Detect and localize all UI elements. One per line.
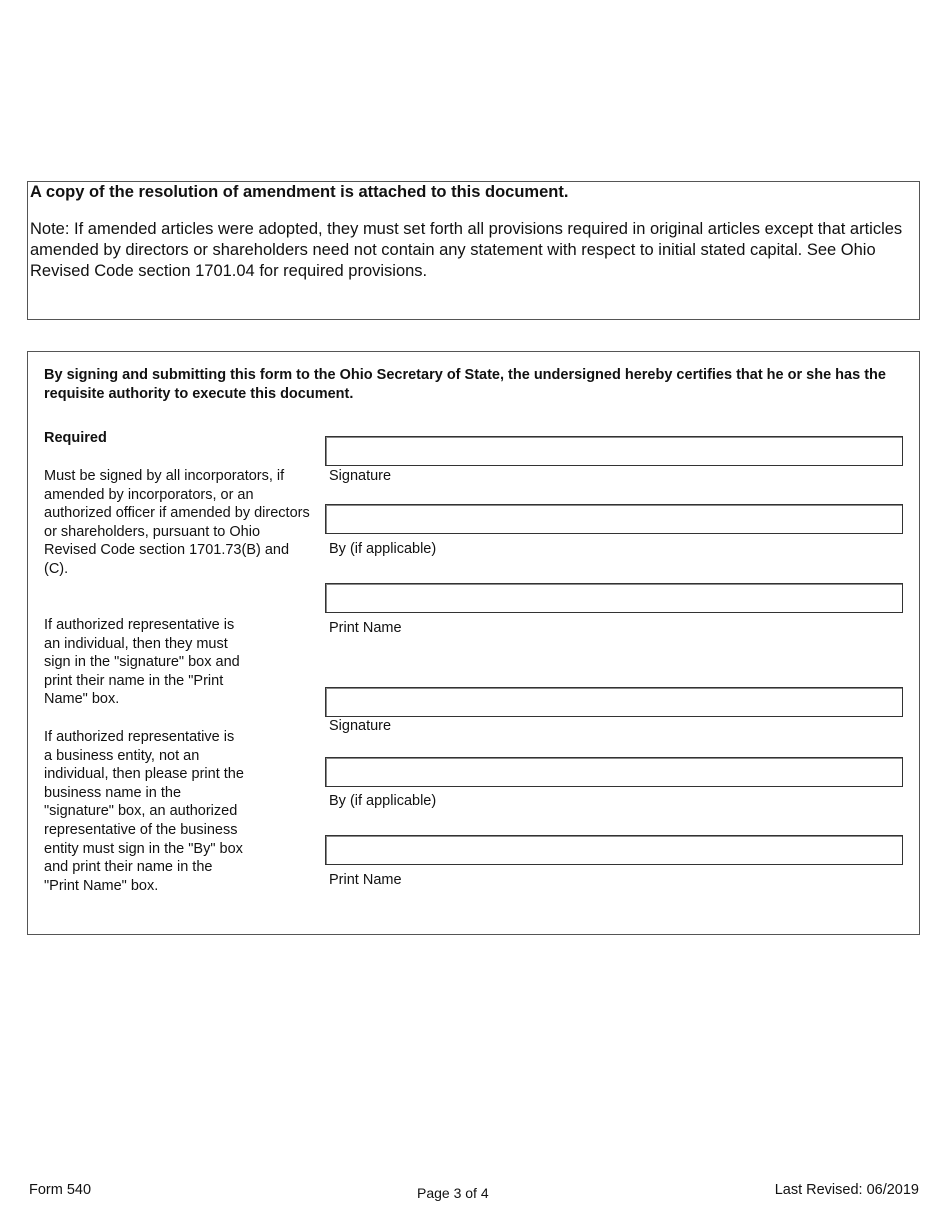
signing-instruction-individual: If authorized representative is an individual, then they must sign in the "signature" box and print their name in the "Print Name" box. [44,617,240,708]
by-label-1: By (if applicable) [329,541,437,557]
resolution-notice-note: Note: If amended articles were adopted, they must set forth all provisions required in original articles except that articles amended by directors or shareholders need not contain any statement with respect to initial stated capital. See Ohio Revised Code section 1701.04 for required provisions. [30,220,903,280]
last-revised-date: Last Revised: 06/2019 [774,1182,919,1198]
signature-label-2: Signature [329,718,392,734]
resolution-notice-box [27,181,920,320]
resolution-notice-title: A copy of the resolution of amendment is attached to this document. [30,183,569,201]
print-name-label-2: Print Name [329,872,402,888]
print-name-input-2[interactable] [325,835,903,865]
signature-input-1[interactable] [325,436,903,466]
signing-instruction-business-entity: If authorized representative is a business entity, not an individual, then please print the business name in the "signature" box, an authorized representative of the business entity must sign in the "By" box and print their name in the "Print Name" box. [44,729,244,894]
print-name-label-1: Print Name [329,620,402,636]
signature-label-1: Signature [329,468,392,484]
signature-section [27,351,920,935]
by-input-2[interactable] [325,757,903,787]
signature-input-2[interactable] [325,687,903,717]
certification-statement: By signing and submitting this form to the Ohio Secretary of State, the undersigned hereby certifies that he or she has the requisite authority to execute this document. [44,367,886,402]
form-number: Form 540 [29,1182,92,1198]
signing-instruction-officers: Must be signed by all incorporators, if amended by incorporators, or an authorized officer if amended by directors or shareholders, pursuant to Ohio Revised Code section 1701.73(B) and (C). [44,468,310,577]
page-number: Page 3 of 4 [417,1185,489,1201]
by-label-2: By (if applicable) [329,793,437,809]
print-name-input-1[interactable] [325,583,903,613]
by-input-1[interactable] [325,504,903,534]
required-label: Required [44,430,107,446]
